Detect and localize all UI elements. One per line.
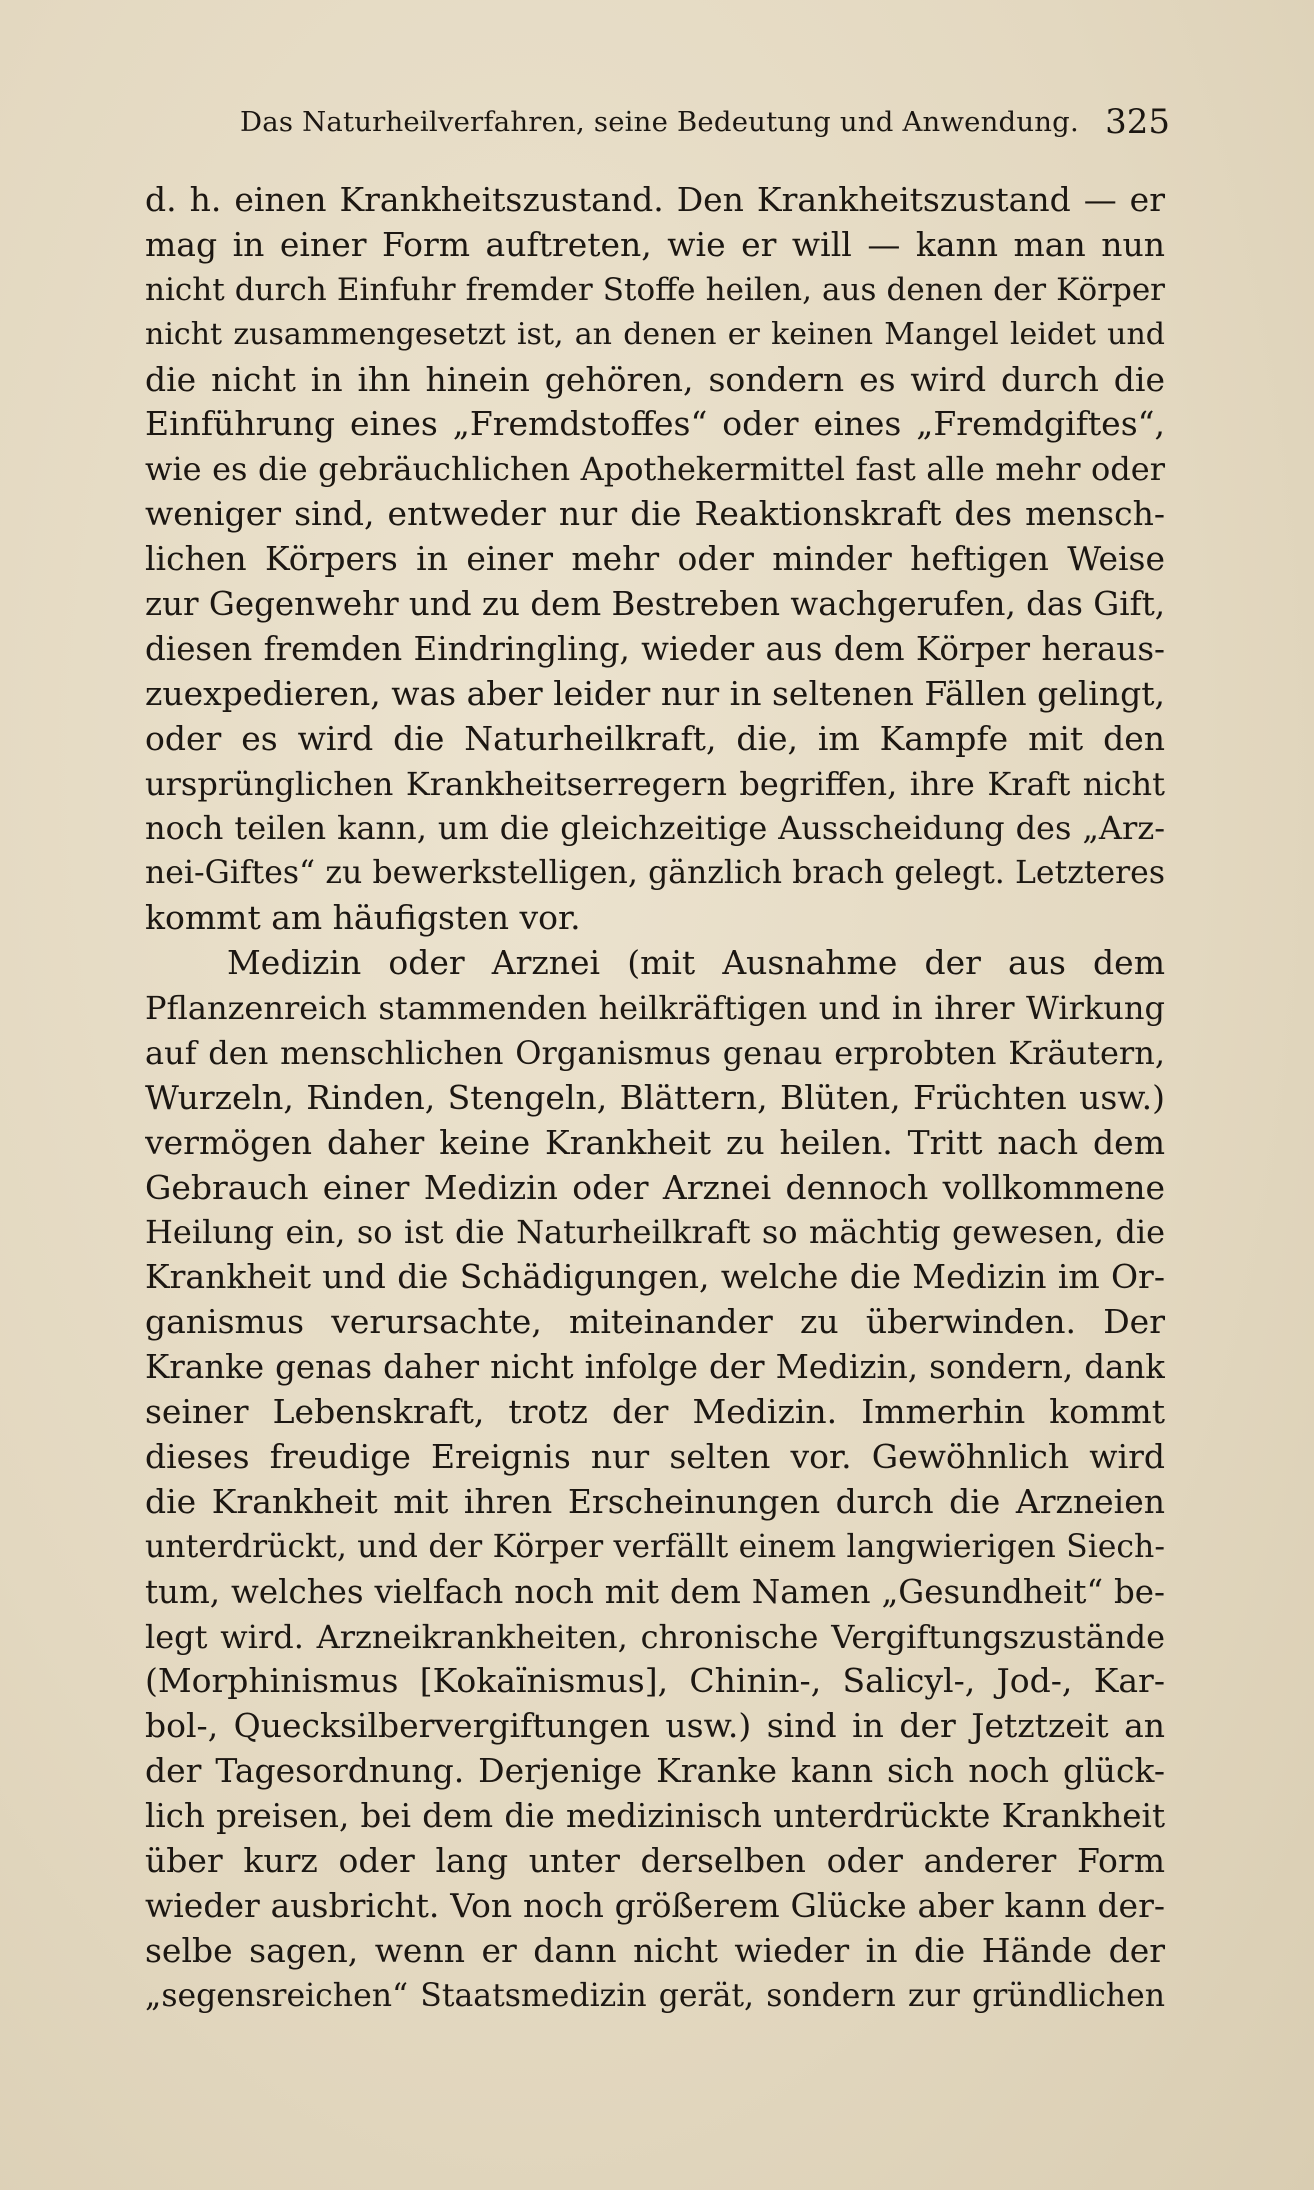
text-line: d. h. einen Krankheitszustand. Den Krankheitszustand — er — [145, 180, 1165, 219]
text-line: diesen fremden Eindringling, wieder aus dem Körper heraus- — [145, 629, 1165, 668]
running-title: Das Naturheilverfahren, seine Bedeutung und Anwendung. — [240, 106, 1079, 138]
text-line: lich preisen, bei dem die medizinisch unterdrückte Krankheit — [145, 1797, 1165, 1836]
text-line: Wurzeln, Rinden, Stengeln, Blättern, Blüten, Früchten usw.) — [145, 1077, 1165, 1117]
text-line: Heilung ein, so ist die Naturheilkraft so mächtig gewesen, die — [145, 1213, 1165, 1252]
running-head — [240, 100, 1170, 150]
text-line: Krankheit und die Schädigungen, welche die Medizin im Or- — [145, 1257, 1165, 1297]
text-line: Kranke genas daher nicht infolge der Medizin, sondern, dank — [145, 1348, 1165, 1387]
text-line: nei-Giftes“ zu bewerkstelligen, gänzlich brach gelegt. Letzteres — [145, 855, 1165, 892]
text-line: legt wird. Arzneikrankheiten, chronische Vergiftungszustände — [145, 1617, 1165, 1656]
text-line: Pflanzenreich stammenden heilkräftigen und in ihrer Wirkung — [145, 989, 1165, 1028]
text-line: weniger sind, entweder nur die Reaktionskraft des mensch- — [145, 494, 1165, 534]
text-line: dieses freudige Ereignis nur selten vor. Gewöhnlich wird — [145, 1436, 1165, 1476]
text-line: ursprünglichen Krankheitserregern begriffen, ihre Kraft nicht — [145, 764, 1165, 803]
body-text — [145, 178, 1165, 2019]
text-line: der Tagesordnung. Derjenige Kranke kann sich noch glück- — [145, 1751, 1165, 1791]
text-line: ganismus verursachte, miteinander zu überwinden. Der — [145, 1302, 1165, 1342]
text-line: vermögen daher keine Krankheit zu heilen. Tritt nach dem — [145, 1122, 1165, 1162]
text-line: zuexpedieren, was aber leider nur in seltenen Fällen gelingt, — [145, 673, 1165, 713]
text-line: noch teilen kann, um die gleichzeitige Ausscheidung des „Arz- — [145, 809, 1165, 848]
text-line: seiner Lebenskraft, trotz der Medizin. Immerhin kommt — [145, 1392, 1165, 1432]
text-line: wie es die gebräuchlichen Apothekermittel fast alle mehr oder — [145, 450, 1165, 489]
text-line: auf den menschlichen Organismus genau erprobten Kräutern, — [145, 1033, 1165, 1072]
text-line: Gebrauch einer Medizin oder Arznei dennoch vollkommene — [145, 1167, 1165, 1207]
text-line: „segensreichen“ Staatsmedizin gerät, sondern zur gründlichen — [145, 1977, 1165, 2014]
text-line: die Krankheit mit ihren Erscheinungen durch die Arzneien — [145, 1481, 1165, 1521]
text-line: oder es wird die Naturheilkraft, die, im Kampfe mit den — [145, 718, 1165, 758]
text-line: Einführung eines „Fremdstoffes“ oder eines „Fremdgiftes“, — [145, 404, 1165, 444]
text-line: kommt am häufigsten vor. — [145, 898, 581, 938]
text-line: (Morphinismus [Kokaïnismus], Chinin-, Salicyl-, Jod-, Kar- — [145, 1661, 1165, 1701]
paragraph-first-line: Medizin oder Arznei (mit Ausnahme der aus dem — [227, 943, 1165, 983]
text-line: selbe sagen, wenn er dann nicht wieder in die Hände der — [145, 1930, 1165, 1970]
text-line: nicht zusammengesetzt ist, an denen er keinen Mangel leidet und — [145, 316, 1165, 352]
page-number: 325 — [1105, 102, 1170, 142]
text-line: tum, welches vielfach noch mit dem Namen „Gesundheit“ be- — [145, 1572, 1165, 1611]
text-line: bol-, Quecksilbervergiftungen usw.) sind in der Jetztzeit an — [145, 1706, 1165, 1746]
text-line: nicht durch Einfuhr fremder Stoffe heilen, aus denen der Körper — [145, 271, 1165, 308]
text-line: zur Gegenwehr und zu dem Bestreben wachgerufen, das Gift, — [145, 585, 1165, 624]
text-line: über kurz oder lang unter derselben oder anderer Form — [145, 1840, 1165, 1880]
text-line: mag in einer Form auftreten, wie er will — kann man nun — [145, 224, 1165, 264]
text-line: unterdrückt, und der Körper verfällt einem langwierigen Siech- — [145, 1528, 1165, 1565]
text-line: wieder ausbricht. Von noch größerem Glücke aber kann der- — [145, 1885, 1165, 1925]
text-line: lichen Körpers in einer mehr oder minder heftigen Weise — [145, 539, 1165, 579]
text-line: die nicht in ihn hinein gehören, sondern es wird durch die — [145, 359, 1165, 399]
